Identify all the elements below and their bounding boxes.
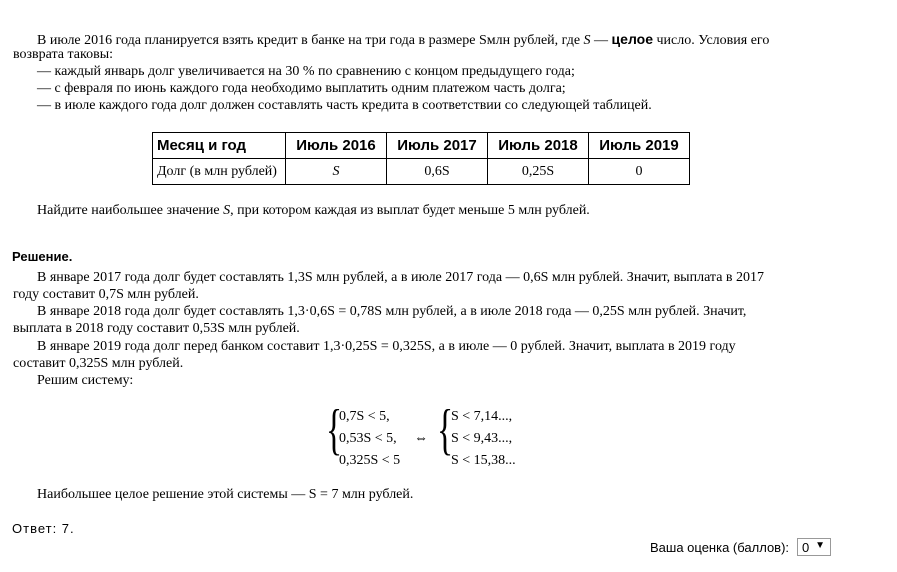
table-header: Июль 2016	[286, 133, 387, 159]
rating-value: 0	[802, 540, 810, 555]
system-right-line: S < 7,14...,	[451, 409, 513, 424]
rating-label: Ваша оценка (баллов):	[650, 540, 790, 555]
question: Найдите наибольшее значение S, при котором каждая из выплат будет меньше 5 млн рублей.	[37, 203, 590, 218]
table-cell: S	[286, 159, 387, 185]
answer: Ответ: 7.	[12, 521, 75, 536]
table-header-row	[153, 133, 690, 159]
solution-line: В январе 2018 года долг будет составлять 1,3·0,6S = 0,78S млн рублей, а в июле 2018 года — 0,25S млн рублей. Значит,	[37, 304, 747, 319]
rating-select[interactable]	[797, 538, 831, 556]
table-header: Июль 2019	[589, 133, 690, 159]
system-left-line: 0,53S < 5,	[339, 431, 397, 446]
condition-1: — каждый январь долг увеличивается на 30 % по сравнению с концом предыдущего года;	[37, 64, 575, 79]
system-left-line: 0,7S < 5,	[339, 409, 390, 424]
table-cell: 0	[589, 159, 690, 185]
equivalence-symbol: ⇔	[414, 431, 428, 446]
system-left-line: 0,325S < 5	[339, 453, 401, 468]
row-label: Долг (в млн рублей)	[153, 159, 286, 185]
solution-line: Решим систему:	[37, 373, 134, 388]
debt-table	[152, 132, 690, 185]
left-brace: {	[326, 399, 343, 461]
table-header: Месяц и год	[153, 133, 286, 159]
solution-line: выплата в 2018 году составит 0,53S млн рублей.	[13, 321, 300, 336]
solution-title: Решение.	[12, 249, 73, 264]
conclusion: Наибольшее целое решение этой системы — S = 7 млн рублей.	[37, 487, 414, 502]
table-row	[153, 159, 690, 185]
table-header: Июль 2017	[387, 133, 488, 159]
table-cell: 0,6S	[387, 159, 488, 185]
problem-line-2: возврата таковы:	[13, 47, 114, 62]
table-header: Июль 2018	[488, 133, 589, 159]
solution-line: году составит 0,7S млн рублей.	[13, 287, 199, 302]
solution-line: В январе 2019 года долг перед банком составит 1,3·0,25S = 0,325S, а в июле — 0 рублей. Значит, выплата в 2019 году	[37, 339, 736, 354]
system-right-line: S < 15,38...	[451, 453, 516, 468]
system-right-line: S < 9,43...,	[451, 431, 513, 446]
table-cell: 0,25S	[488, 159, 589, 185]
condition-3: — в июле каждого года долг должен составлять часть кредита в соответствии со следующей таблицей.	[37, 98, 652, 113]
right-brace: {	[437, 399, 454, 461]
solution-line: В январе 2017 года долг будет составлять 1,3S млн рублей, а в июле 2017 года — 0,6S млн рублей. Значит, выплата в 2017	[37, 270, 765, 285]
solution-line: составит 0,325S млн рублей.	[13, 356, 184, 371]
chevron-down-icon: ▼	[815, 540, 825, 551]
problem-line-1: В июле 2016 года планируется взять кредит в банке на три года в размере Sмлн рублей, где S — целое число. Условия его	[37, 31, 770, 48]
condition-2: — с февраля по июнь каждого года необходимо выплатить одним платежом часть долга;	[37, 81, 566, 96]
